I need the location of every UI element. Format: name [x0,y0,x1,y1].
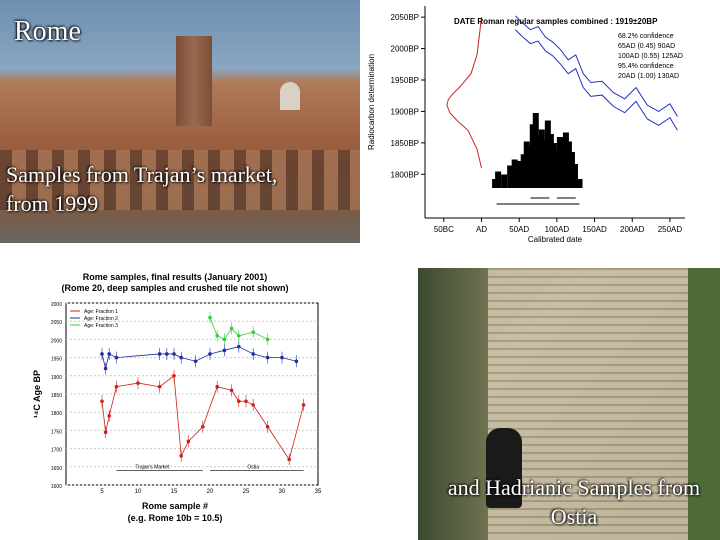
calibration-chart-svg [360,0,720,243]
data-point [215,385,219,389]
data-point [215,334,219,338]
data-point [280,356,284,360]
rome-samples-chart [0,263,350,540]
data-point [158,385,162,389]
data-point [295,359,299,363]
data-point [172,374,176,378]
data-point [136,381,140,385]
x-tick-label: AD [475,225,488,234]
data-point [230,327,234,331]
data-point [201,425,205,429]
data-point [107,352,111,356]
y-tick-label: 1900 [50,374,62,381]
data-point [287,458,291,462]
dome [280,82,300,110]
data-point [237,399,241,403]
posterior-bar [576,179,582,188]
data-point [244,399,248,403]
x-tick-label: 20 [206,489,214,495]
data-point [187,440,191,444]
ostia-photo [418,268,720,540]
data-point [251,352,255,356]
rome-samples-chart-svg [0,263,350,540]
data-point [223,338,227,342]
data-point [266,425,270,429]
group-label: Trajan's Market [135,464,170,471]
x-axis-note: (e.g. Rome 10b = 10.5) [127,513,223,523]
data-point [100,399,104,403]
data-point [230,389,234,393]
confidence-annotation: 95.4% confidence [618,63,674,70]
posterior-bar [495,172,501,189]
data-point [194,359,198,363]
y-tick-label: 2000 [50,302,62,308]
measurement-distribution [447,17,482,168]
calibration-chart [360,0,720,243]
x-tick-label: 200AD [620,225,645,234]
group-label: Ostia [247,464,260,471]
data-point [223,349,227,353]
data-point [266,356,270,360]
data-point [107,414,111,418]
data-point [179,454,183,458]
y-axis-label: ¹⁴C Age BP [32,369,42,419]
x-tick-label: 250AD [657,225,683,234]
data-point [104,430,108,434]
x-tick-label: 50AD [509,225,530,234]
data-point [179,356,183,360]
x-tick-label: 150AD [582,225,607,234]
x-tick-label: 25 [242,489,250,495]
tower [176,36,212,126]
y-tick-label: 1800BP [390,170,419,180]
trajan-market-photo [0,0,360,243]
y-tick-label: 2050 [50,320,62,327]
x-tick-label: 35 [314,489,322,495]
y-tick-label: 2000BP [390,44,419,54]
y-tick-label: 2050BP [390,13,419,23]
data-point [208,316,212,320]
y-tick-label: 1850 [50,393,62,399]
data-point [251,330,255,334]
confidence-annotation: 68.2% confidence [618,33,674,40]
data-point [104,367,108,371]
x-axis-label: Rome sample # [141,501,209,511]
data-point [208,352,212,356]
trajan-caption: Samples from Trajan’s market, from 1999 [6,162,278,216]
legend-entry: Age: Fraction 1 [84,309,118,315]
rome-caption: Rome [14,16,81,47]
posterior-bar [501,175,507,189]
chart-title: Rome samples, final results (January 2001) [82,272,268,282]
x-tick-label: 30 [278,489,286,495]
y-tick-label: 1700 [50,447,62,454]
x-axis-label: Calibrated date [527,235,583,243]
y-tick-label: 1600 [50,484,62,490]
data-point [266,338,270,342]
chart-title: DATE Roman regular samples combined : 1919±20BP [454,17,658,26]
y-tick-label: 1950 [50,356,62,363]
y-tick-label: 2000 [50,338,62,345]
legend-entry: Age: Fraction 2 [84,316,118,322]
data-point [115,356,119,360]
x-tick-label: 10 [134,489,142,495]
y-tick-label: 1750 [50,429,62,436]
data-point [158,352,162,356]
data-point [237,345,241,349]
ostia-caption: and Hadrianic Samples from Ostia [447,475,701,529]
y-tick-label: 1850BP [390,138,419,148]
y-tick-label: 1650 [50,465,62,472]
data-point [172,352,176,356]
y-tick-label: 1950BP [390,76,419,85]
data-point [237,334,241,338]
data-point [251,403,255,407]
x-tick-label: 50BC [433,225,454,234]
y-tick-label: 1900BP [390,107,419,117]
chart-subtitle: (Rome 20, deep samples and crushed tile not shown) [61,283,289,293]
x-tick-label: 5 [100,489,104,495]
y-axis-label: Radiocarbon determination [367,53,376,151]
x-tick-label: 15 [170,489,178,495]
data-point [165,352,169,356]
data-point [302,403,306,407]
y-tick-label: 1800 [50,411,62,418]
x-tick-label: 100AD [544,225,570,234]
confidence-annotation: 65AD (0.45) 90AD [618,43,676,50]
data-point [115,385,119,389]
confidence-annotation: 20AD (1.00) 130AD [618,73,680,80]
confidence-annotation: 100AD (0.55) 125AD [618,53,683,60]
legend-entry: Age: Fraction 3 [84,323,118,329]
data-point [100,352,104,356]
